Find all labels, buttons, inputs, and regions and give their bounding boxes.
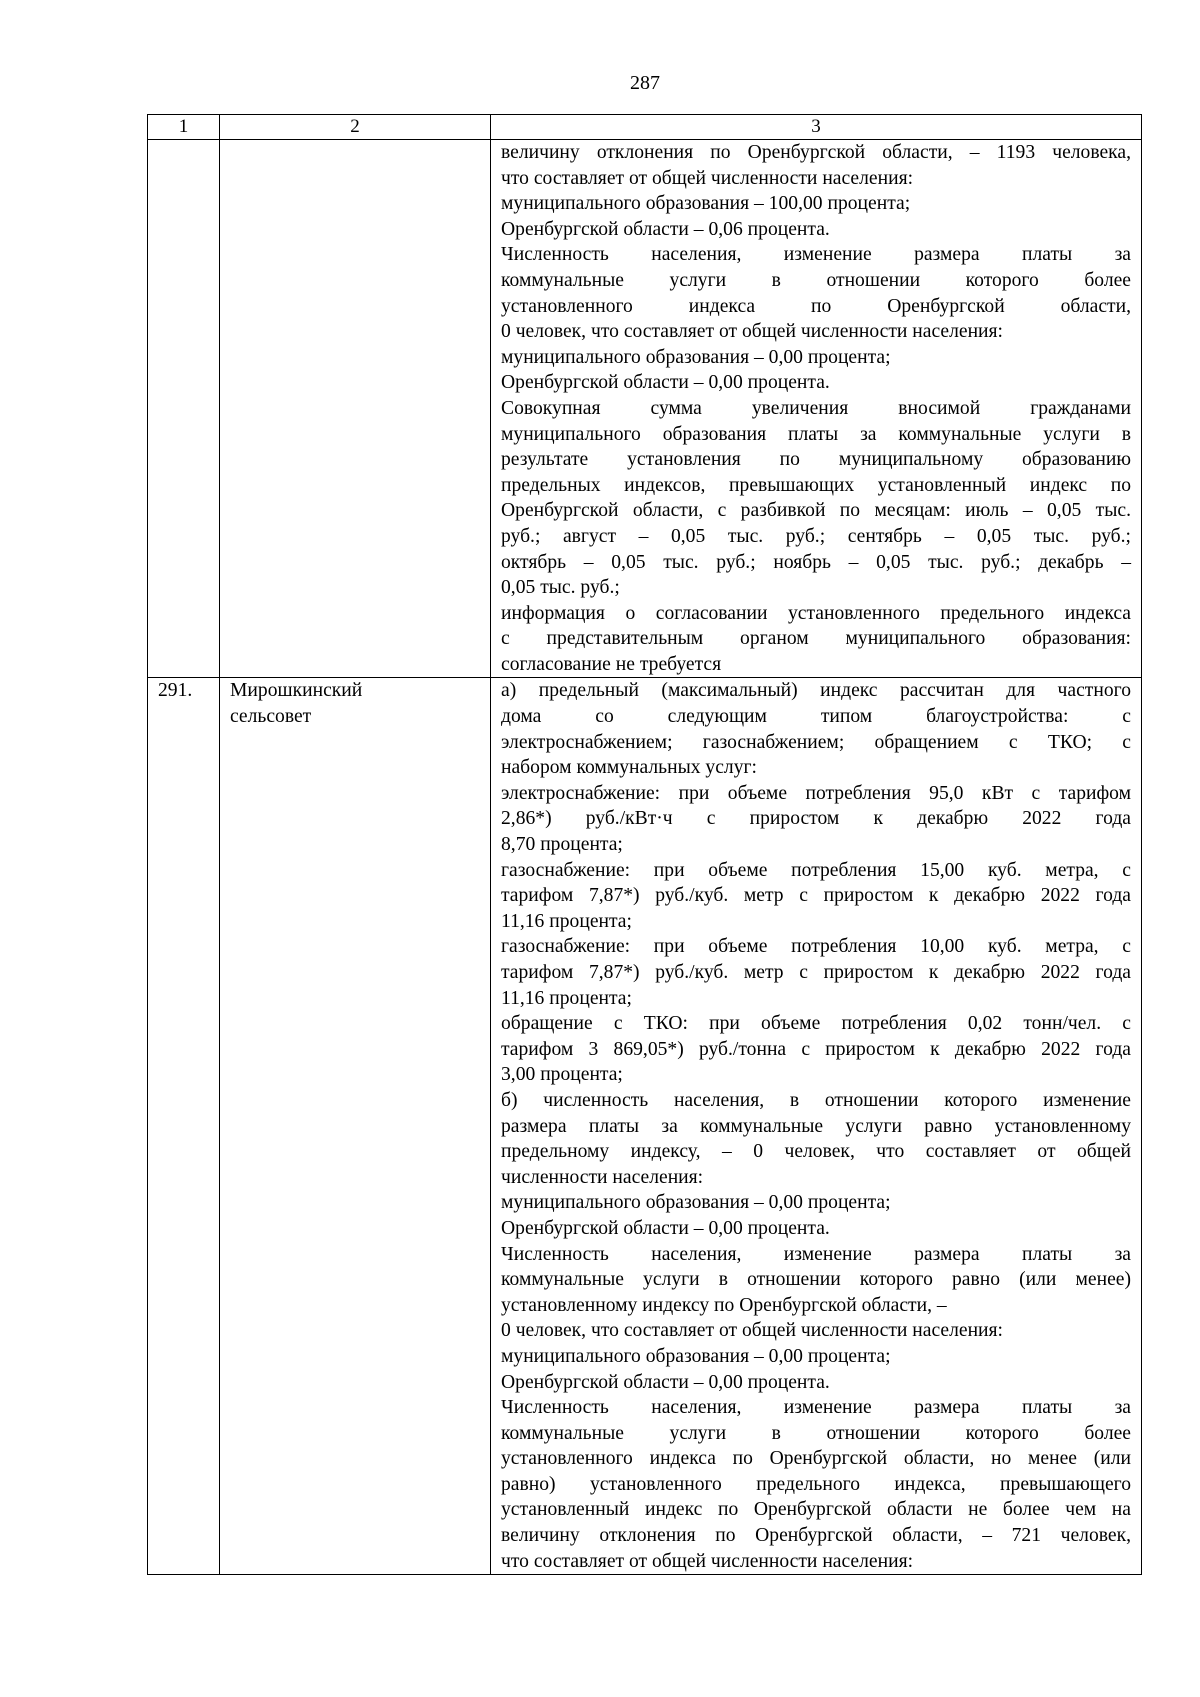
document-table: [147, 114, 1142, 1575]
description-line: муниципального образования – 0,00 процента;: [501, 346, 891, 368]
row-number-cell: [148, 140, 220, 678]
description-line: величину отклонения по Оренбургской области, – 721 человек,: [501, 1525, 1131, 1547]
description-line: муниципального образования – 100,00 процента;: [501, 193, 911, 215]
description-line: Совокупная сумма увеличения вносимой гражданами: [501, 397, 1131, 419]
column-header-1: 1: [148, 115, 220, 140]
description-line: б) численность населения, в отношении которого изменение: [501, 1089, 1131, 1111]
description-line: коммунальные услуги в отношении которого более: [501, 1422, 1131, 1444]
description-line: муниципального образования платы за коммунальные услуги в: [501, 423, 1131, 445]
table-row: [148, 140, 1142, 678]
description-cell: [491, 678, 1142, 1575]
column-header-2: 2: [220, 115, 491, 140]
description-line: газоснабжение: при объеме потребления 10,00 куб. метра, с: [501, 936, 1131, 958]
description-line: тарифом 3 869,05*) руб./тонна с приростом к декабрю 2022 года: [501, 1038, 1131, 1060]
description-line: что составляет от общей численности населения:: [501, 167, 914, 189]
description-line: тарифом 7,87*) руб./куб. метр с приростом к декабрю 2022 года: [501, 885, 1131, 907]
description-line: газоснабжение: при объеме потребления 15,00 куб. метра, с: [501, 859, 1131, 881]
description-line: 8,70 процента;: [501, 834, 623, 856]
description-line: с представительным органом муниципального образования:: [501, 628, 1131, 650]
description-line: размера платы за коммунальные услуги равно установленному: [501, 1115, 1131, 1137]
description-line: согласование не требуется: [501, 653, 722, 675]
description-line: установленному индексу по Оренбургской области, –: [501, 1294, 947, 1316]
description-line: результате установления по муниципальному образованию: [501, 449, 1131, 471]
description-line: что составляет от общей численности населения:: [501, 1550, 914, 1572]
row-number-cell: [148, 678, 220, 1575]
description-line: электроснабжение: при объеме потребления 95,0 кВт с тарифом: [501, 782, 1131, 804]
description-line: Оренбургской области – 0,06 процента.: [501, 218, 830, 240]
description-line: электроснабжением; газоснабжением; обращением с ТКО; с: [501, 731, 1131, 753]
description-line: муниципального образования – 0,00 процента;: [501, 1192, 891, 1214]
description-line: величину отклонения по Оренбургской области, – 1193 человека,: [501, 142, 1131, 163]
description-line: информация о согласовании установленного предельного индекса: [501, 602, 1131, 624]
description-line: 2,86*) руб./кВт·ч с приростом к декабрю 2022 года: [501, 808, 1131, 830]
municipality-name-line: Мирошкинский: [230, 680, 363, 702]
description-line: руб.; август – 0,05 тыс. руб.; сентябрь – 0,05 тыс. руб.;: [501, 525, 1131, 547]
description-line: установленного индекса по Оренбургской области, но менее (или: [501, 1448, 1131, 1470]
description-line: октябрь – 0,05 тыс. руб.; ноябрь – 0,05 тыс. руб.; декабрь –: [501, 551, 1131, 573]
description-line: 11,16 процента;: [501, 910, 632, 932]
description-line: муниципального образования – 0,00 процента;: [501, 1345, 891, 1367]
description-line: предельных индексов, превышающих установленный индекс по: [501, 474, 1131, 496]
description-line: коммунальные услуги в отношении которого равно (или менее): [501, 1269, 1131, 1291]
municipality-name-cell: [220, 678, 491, 1575]
description-line: 0 человек, что составляет от общей численности населения:: [501, 1320, 1004, 1342]
description-line: 11,16 процента;: [501, 987, 632, 1009]
description-line: Численность населения, изменение размера платы за: [501, 1243, 1131, 1265]
description-line: обращение с ТКО: при объеме потребления 0,02 тонн/чел. с: [501, 1013, 1131, 1035]
description-line: Оренбургской области, с разбивкой по месяцам: июль – 0,05 тыс.: [501, 500, 1131, 522]
description-line: 3,00 процента;: [501, 1064, 623, 1086]
description-line: а) предельный (максимальный) индекс рассчитан для частного: [501, 680, 1131, 702]
municipality-name-line: сельсовет: [230, 706, 312, 728]
column-header-3: 3: [491, 115, 1142, 140]
description-line: набором коммунальных услуг:: [501, 757, 757, 779]
description-line: Оренбургской области – 0,00 процента.: [501, 1217, 830, 1239]
table-row: [148, 678, 1142, 1575]
description-line: Численность населения, изменение размера платы за: [501, 1397, 1131, 1419]
description-cell: [491, 140, 1142, 678]
table-header-row: [148, 115, 1142, 140]
page-number: 287: [630, 72, 660, 94]
description-line: Численность населения, изменение размера платы за: [501, 244, 1131, 266]
description-line: коммунальные услуги в отношении которого более: [501, 269, 1131, 291]
description-line: установленного индекса по Оренбургской области,: [501, 295, 1131, 317]
description-line: 0 человек, что составляет от общей численности населения:: [501, 321, 1004, 343]
description-line: дома со следующим типом благоустройства: с: [501, 706, 1131, 728]
description-line: тарифом 7,87*) руб./куб. метр с приростом к декабрю 2022 года: [501, 962, 1131, 983]
description-line: Оренбургской области – 0,00 процента.: [501, 372, 830, 394]
description-line: Оренбургской области – 0,00 процента.: [501, 1371, 830, 1393]
description-line: предельному индексу, – 0 человек, что составляет от общей: [501, 1141, 1131, 1163]
description-line: численности населения:: [501, 1166, 704, 1188]
description-line: 0,05 тыс. руб.;: [501, 577, 620, 599]
row-number: 291.: [158, 680, 193, 702]
municipality-name-cell: [220, 140, 491, 678]
description-line: равно) установленного предельного индекса, превышающего: [501, 1473, 1131, 1495]
description-line: установленный индекс по Оренбургской области не более чем на: [501, 1499, 1131, 1521]
